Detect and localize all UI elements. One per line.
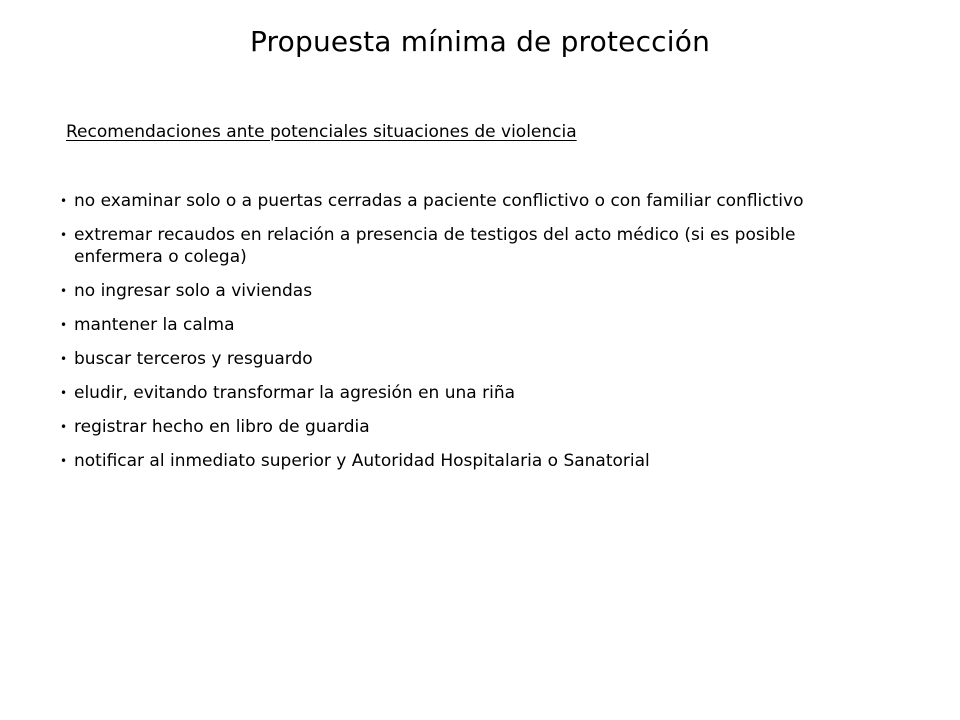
- bullet-icon: •: [60, 420, 68, 434]
- list-item-text: notificar al inmediato superior y Autoridad Hospitalaria o Sanatorial: [74, 451, 650, 471]
- bullet-icon: •: [60, 194, 68, 208]
- list-item: [0, 280, 874, 302]
- list-item: [0, 314, 874, 336]
- list-item-text: buscar terceros y resguardo: [74, 349, 313, 369]
- list-item-text: eludir, evitando transformar la agresión en una riña: [74, 383, 516, 403]
- section-heading: Recomendaciones ante potenciales situaciones de violencia: [66, 122, 577, 142]
- slide-title: Propuesta mínima de protección: [249, 25, 711, 58]
- bullet-icon: •: [60, 228, 68, 242]
- bullet-icon: •: [60, 284, 68, 298]
- bullet-icon: •: [60, 318, 68, 332]
- list-item-text: registrar hecho en libro de guardia: [74, 417, 370, 437]
- list-item-text: extremar recaudos en relación a presencia de testigos del acto médico (si es posible enfermera o colega): [74, 225, 796, 267]
- list-item: [0, 190, 874, 212]
- list-item: [0, 348, 874, 370]
- list-item: [0, 224, 874, 268]
- bullet-icon: •: [60, 454, 68, 468]
- bullet-icon: •: [60, 386, 68, 400]
- list-item-text: no ingresar solo a viviendas: [74, 281, 313, 301]
- recommendation-list: [0, 190, 960, 484]
- bullet-icon: •: [60, 352, 68, 366]
- list-item: [0, 382, 874, 404]
- list-item: [0, 450, 874, 472]
- list-item-text: mantener la calma: [74, 315, 235, 335]
- list-item: [0, 416, 874, 438]
- list-item-text: no examinar solo o a puertas cerradas a paciente conflictivo o con familiar conflictivo: [74, 191, 804, 211]
